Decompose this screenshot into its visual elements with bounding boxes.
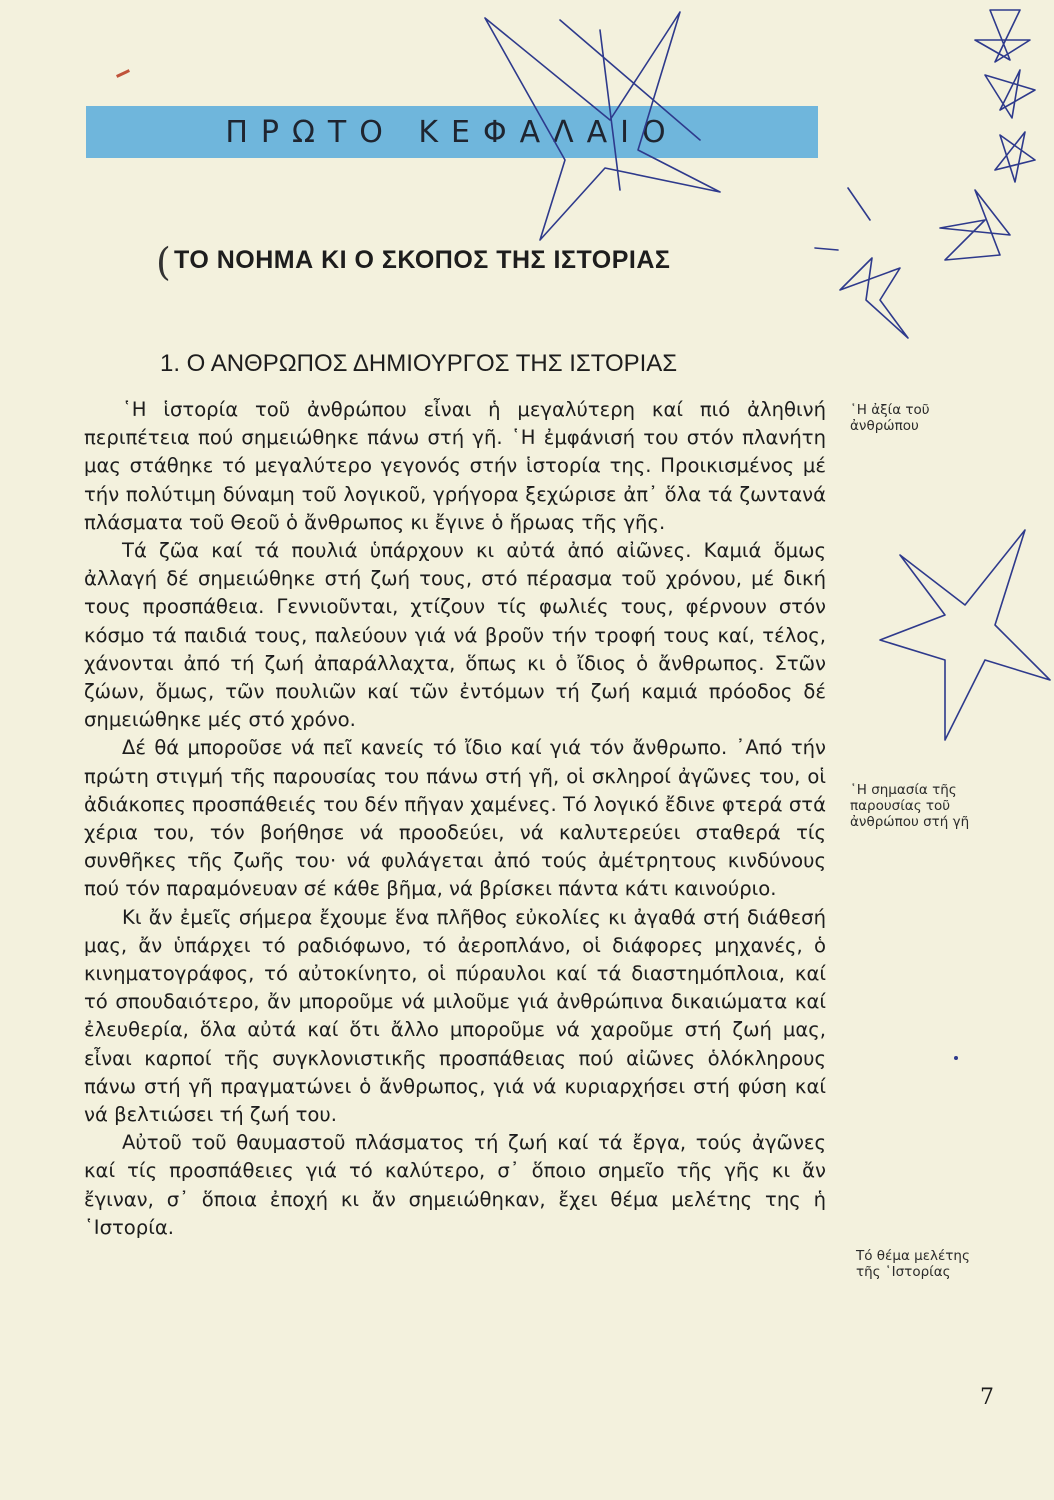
paragraph-3: Δέ θά μποροῦσε νά πεῖ κανείς τό ἴδιο καί γιά τόν ἄνθρωπο. ᾿Από τήν πρώτη στιγμή τῆς παρουσίας του πάνω στή γῆ, οἱ σκληροί ἀγῶνες του, οἱ ἀδιάκοπες προσπάθειές του δέν πῆγαν χαμένες. Τό λογικό ἔδινε φτερά στά χέρια του, τόν βοήθησε νά προοδεύει, νά καλυτερεύει σταθερά τίς συνθῆκες τῆς ζωῆς του· νά φυλάγεται ἀπό τούς ἀμέτρητους κινδύνους πού τόν παραμόνευαν σέ κάθε βῆμα, νά βρίσκει πάντα κάτι καινούριο. — [84, 736, 826, 901]
star-doodle-right-4 — [940, 190, 1010, 260]
star-doodle-margin-small — [815, 188, 908, 338]
star-doodle-margin-large — [880, 530, 1050, 740]
margin-note-significance: ῾Η σημασία τῆς παρουσίας τοῦ ἀνθρώπου στή γῆ — [850, 782, 970, 830]
chapter-label: ΠΡΩΤΟ ΚΕΦΑΛΑΙΟ — [225, 114, 679, 150]
paragraph-1: ῾Η ἱστορία τοῦ ἀνθρώπου εἶναι ἡ μεγαλύτερη καί πιό ἀληθινή περιπέτεια πού σημειώθηκε πάνω στή γῆ. ῾Η ἐμφάνισή του στόν πλανήτη μας στάθηκε τό μεγαλύτερο γεγονός στήν ἱστορία της. Προικισμένος μέ τήν πολύτιμη δύναμη τοῦ λογικοῦ, γρήγορα ξεχώρισε ἀπ᾿ ὅλα τά ζωντανά πλάσματα τοῦ Θεοῦ ὁ ἄνθρωπος κι ἔγινε ὁ ἥρωας τῆς γῆς. — [84, 398, 826, 534]
star-doodle-right-3 — [995, 132, 1035, 182]
page-title: ΤΟ ΝΟΗΜΑ ΚΙ Ο ΣΚΟΠΟΣ ΤΗΣ ΙΣΤΟΡΙΑΣ — [174, 246, 671, 274]
paragraph-4: Κι ἄν ἐμεῖς σήμερα ἔχουμε ἕνα πλῆθος εὐκολίες κι ἀγαθά στή διάθεσή μας, ἄν ὑπάρχει τό ραδιόφωνο, τό ἀεροπλάνο, οἱ διάφορες μηχανές, ὁ κινηματογράφος, τό αὐτοκίνητο, οἱ πύραυλοι καί τά διαστημόπλοια, καί τό σπουδαιότερο, ἄν μποροῦμε νά μιλοῦμε γιά ἀνθρώπινα δικαιώματα καί ἐλευθερία, ὅλα αὐτά καί ὅτι ἄλλο μποροῦμε νά χαροῦμε στή ζωή μας, εἶναι καρποί τῆς συγκλονιστικῆς προσπάθειας πού αἰῶνες ὁλόκληρους πάνω στή γῆ πραγματώνει ὁ ἄνθρωπος, γιά νά κυριαρχήσει στή φύση καί νά βελτιώσει τή ζωή του. — [84, 905, 826, 1127]
paragraph-2: Τά ζῶα καί τά πουλιά ὑπάρχουν κι αὐτά ἀπό αἰῶνες. Καμιά ὅμως ἀλλαγή δέ σημειώθηκε στή ζωή τους, στό πέρασμα τοῦ χρόνου, μέ δική τους προσπάθεια. Γεννιοῦνται, χτίζουν τίς φωλιές τους, φέρνουν στόν κόσμο τά παιδιά τους, παλεύουν γιά νά βροῦν τήν τροφή τους καί, τέλος, χάνονται ἀπό τή ζωή ἀπαράλλαχτα, ὅπως κι ὁ ἴδιος ὁ ἄνθρωπος. Στῶν ζώων, ὅμως, τῶν πουλιῶν καί τῶν ἐντόμων τή ζωή καμιά πρόοδος δέ σημειώθηκε μές στό χρόνο. — [84, 539, 826, 732]
page-number: 7 — [980, 1385, 994, 1410]
section-heading: 1. Ο ΑΝΘΡΩΠΟΣ ΔΗΜΙΟΥΡΓΟΣ ΤΗΣ ΙΣΤΟΡΙΑΣ — [160, 350, 678, 377]
paragraph-5: Αὐτοῦ τοῦ θαυμαστοῦ πλάσματος τή ζωή καί τά ἔργα, τούς ἀγῶνες καί τίς προσπάθειες γιά τό καλύτερο, σ᾿ ὅποιο σημεῖο τῆς γῆς κι ἄν ἔγιναν, σ᾿ ὅποια ἐποχή κι ἄν σημειώθηκαν, ἔχει θέμα μελέτης της ἡ ῾Ιστορία. — [84, 1131, 826, 1239]
margin-note-value-of-man: ῾Η ἀξία τοῦ ἀνθρώπου — [850, 402, 930, 434]
star-doodle-right-1 — [975, 10, 1030, 62]
pencil-bracket-mark: ( — [156, 240, 171, 284]
ink-dot — [954, 1056, 958, 1060]
star-doodle-top-large — [485, 12, 720, 240]
star-doodle-right-2 — [985, 70, 1035, 118]
margin-note-subject-of-history: Τό θέμα μελέτης τῆς ῾Ιστορίας — [856, 1248, 970, 1280]
